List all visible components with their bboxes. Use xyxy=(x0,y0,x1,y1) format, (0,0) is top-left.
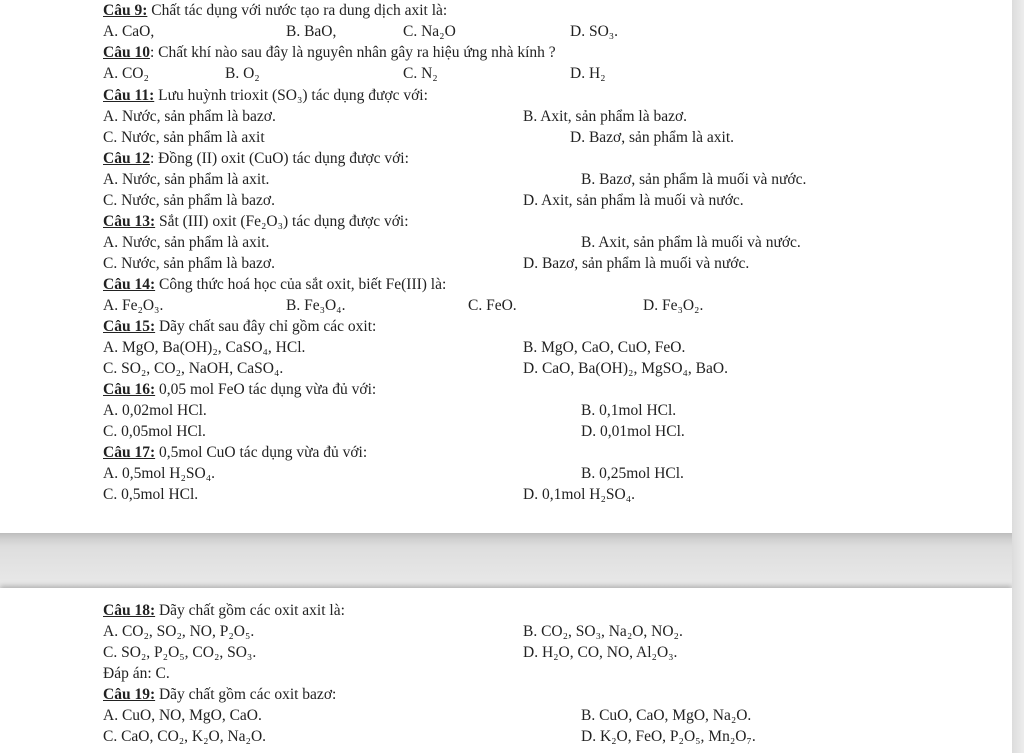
question-text: Dãy chất gồm các oxit bazơ: xyxy=(155,686,337,703)
question-12 xyxy=(103,148,409,169)
option-b: B. Bazơ, sản phẩm là muối và nước. xyxy=(581,171,807,188)
answer-line: Đáp án: C. xyxy=(103,665,170,682)
option-d: D. K₂O, FeO, P₂O₅, Mn₂O₇. xyxy=(581,728,756,745)
question-text: : Chất khí nào sau đây là nguyên nhân gây ra hiệu ứng nhà kính ? xyxy=(149,44,556,61)
option-a: A. MgO, Ba(OH)₂, CaSO₄, HCl. xyxy=(103,339,306,356)
option-d: D. Fe₃O₂. xyxy=(643,297,704,314)
option-a: A. CuO, NO, MgO, CaO. xyxy=(103,707,262,724)
question-label: Câu 19: xyxy=(103,686,156,703)
option-d: D. Bazơ, sản phẩm là axit. xyxy=(570,129,735,146)
option-c: C. Nước, sản phẩm là axit xyxy=(103,129,265,146)
option-b: B. 0,1mol HCl. xyxy=(581,402,677,419)
option-b: B. Axit, sản phẩm là bazơ. xyxy=(523,108,688,125)
option-a: A. CO₂ xyxy=(103,65,149,82)
option-c: C. CaO, CO₂, K₂O, Na₂O. xyxy=(103,728,267,745)
question-18 xyxy=(103,600,345,621)
question-label: Câu 15: xyxy=(103,318,156,335)
option-b: B. O₂ xyxy=(225,65,260,82)
option-d: D. 0,01mol HCl. xyxy=(581,423,685,440)
option-a: A. 0,02mol HCl. xyxy=(103,402,207,419)
question-text: Công thức hoá học của sắt oxit, biết Fe(III) là: xyxy=(155,276,447,293)
question-13 xyxy=(103,211,409,232)
question-label: Câu 16: xyxy=(103,381,156,398)
option-a: A. Nước, sản phẩm là bazơ. xyxy=(103,108,276,125)
option-d: D. CaO, Ba(OH)₂, MgSO₄, BaO. xyxy=(523,360,728,377)
question-14 xyxy=(103,274,446,295)
question-label: Câu 18: xyxy=(103,602,156,619)
question-text: Chất tác dụng với nước tạo ra dung dịch axit là: xyxy=(147,2,448,19)
option-d: D. Bazơ, sản phẩm là muối và nước. xyxy=(523,255,750,272)
option-d: D. H₂O, CO, NO, Al₂O₃. xyxy=(523,644,678,661)
question-16 xyxy=(103,379,376,400)
question-text: Dãy chất gồm các oxit axit là: xyxy=(155,602,345,619)
option-a: A. Fe₂O₃. xyxy=(103,297,164,314)
question-label: Câu 13: xyxy=(103,213,156,230)
document-page-2 xyxy=(0,588,1012,753)
option-b: B. CO₂, SO₃, Na₂O, NO₂. xyxy=(523,623,683,640)
option-b: B. MgO, CaO, CuO, FeO. xyxy=(523,339,686,356)
question-9 xyxy=(103,0,447,21)
question-text: 0,05 mol FeO tác dụng vừa đủ với: xyxy=(155,381,377,398)
option-a: A. CO₂, SO₂, NO, P₂O₅. xyxy=(103,623,255,640)
question-label: Câu 10 xyxy=(103,44,150,61)
question-text: Sắt (III) oxit (Fe₂O₃) tác dụng được với: xyxy=(155,213,409,230)
option-b: B. CuO, CaO, MgO, Na₂O. xyxy=(581,707,752,724)
option-c: C. SO₂, CO₂, NaOH, CaSO₄. xyxy=(103,360,284,377)
option-d: D. H₂ xyxy=(570,65,606,82)
question-15 xyxy=(103,316,376,337)
option-a: A. Nước, sản phẩm là axit. xyxy=(103,171,270,188)
option-c: C. FeO. xyxy=(468,297,517,314)
question-text: Lưu huỳnh trioxit (SO₃) tác dụng được với: xyxy=(154,87,428,104)
option-c: C. N₂ xyxy=(403,65,438,82)
viewer-edge xyxy=(1012,0,1024,753)
option-a: A. CaO, xyxy=(103,23,155,40)
question-11 xyxy=(103,85,428,106)
option-c: C. Nước, sản phẩm là bazơ. xyxy=(103,192,275,209)
question-label: Câu 11: xyxy=(103,87,155,104)
option-c: C. SO₂, P₂O₅, CO₂, SO₃. xyxy=(103,644,257,661)
option-c: C. Na₂O xyxy=(403,23,456,40)
option-a: A. Nước, sản phẩm là axit. xyxy=(103,234,270,251)
question-label: Câu 9: xyxy=(103,2,148,19)
option-b: B. Axit, sản phẩm là muối và nước. xyxy=(581,234,801,251)
option-b: B. BaO, xyxy=(286,23,337,40)
option-c: C. 0,5mol HCl. xyxy=(103,486,199,503)
option-a: A. 0,5mol H₂SO₄. xyxy=(103,465,215,482)
option-d: D. 0,1mol H₂SO₄. xyxy=(523,486,635,503)
question-label: Câu 14: xyxy=(103,276,156,293)
question-text: 0,5mol CuO tác dụng vừa đủ với: xyxy=(155,444,368,461)
option-c: C. Nước, sản phẩm là bazơ. xyxy=(103,255,275,272)
question-text: Dãy chất sau đây chỉ gồm các oxit: xyxy=(155,318,377,335)
option-b: B. 0,25mol HCl. xyxy=(581,465,684,482)
option-b: B. Fe₃O₄. xyxy=(286,297,346,314)
option-d: D. Axit, sản phẩm là muối và nước. xyxy=(523,192,744,209)
question-label: Câu 17: xyxy=(103,444,156,461)
option-c: C. 0,05mol HCl. xyxy=(103,423,206,440)
page-gap xyxy=(0,533,1024,588)
option-d: D. SO₃. xyxy=(570,23,619,40)
question-19 xyxy=(103,684,336,705)
question-label: Câu 12 xyxy=(103,150,150,167)
question-10 xyxy=(103,42,556,63)
question-text: : Đồng (II) oxit (CuO) tác dụng được với: xyxy=(149,150,409,167)
question-17 xyxy=(103,442,367,463)
